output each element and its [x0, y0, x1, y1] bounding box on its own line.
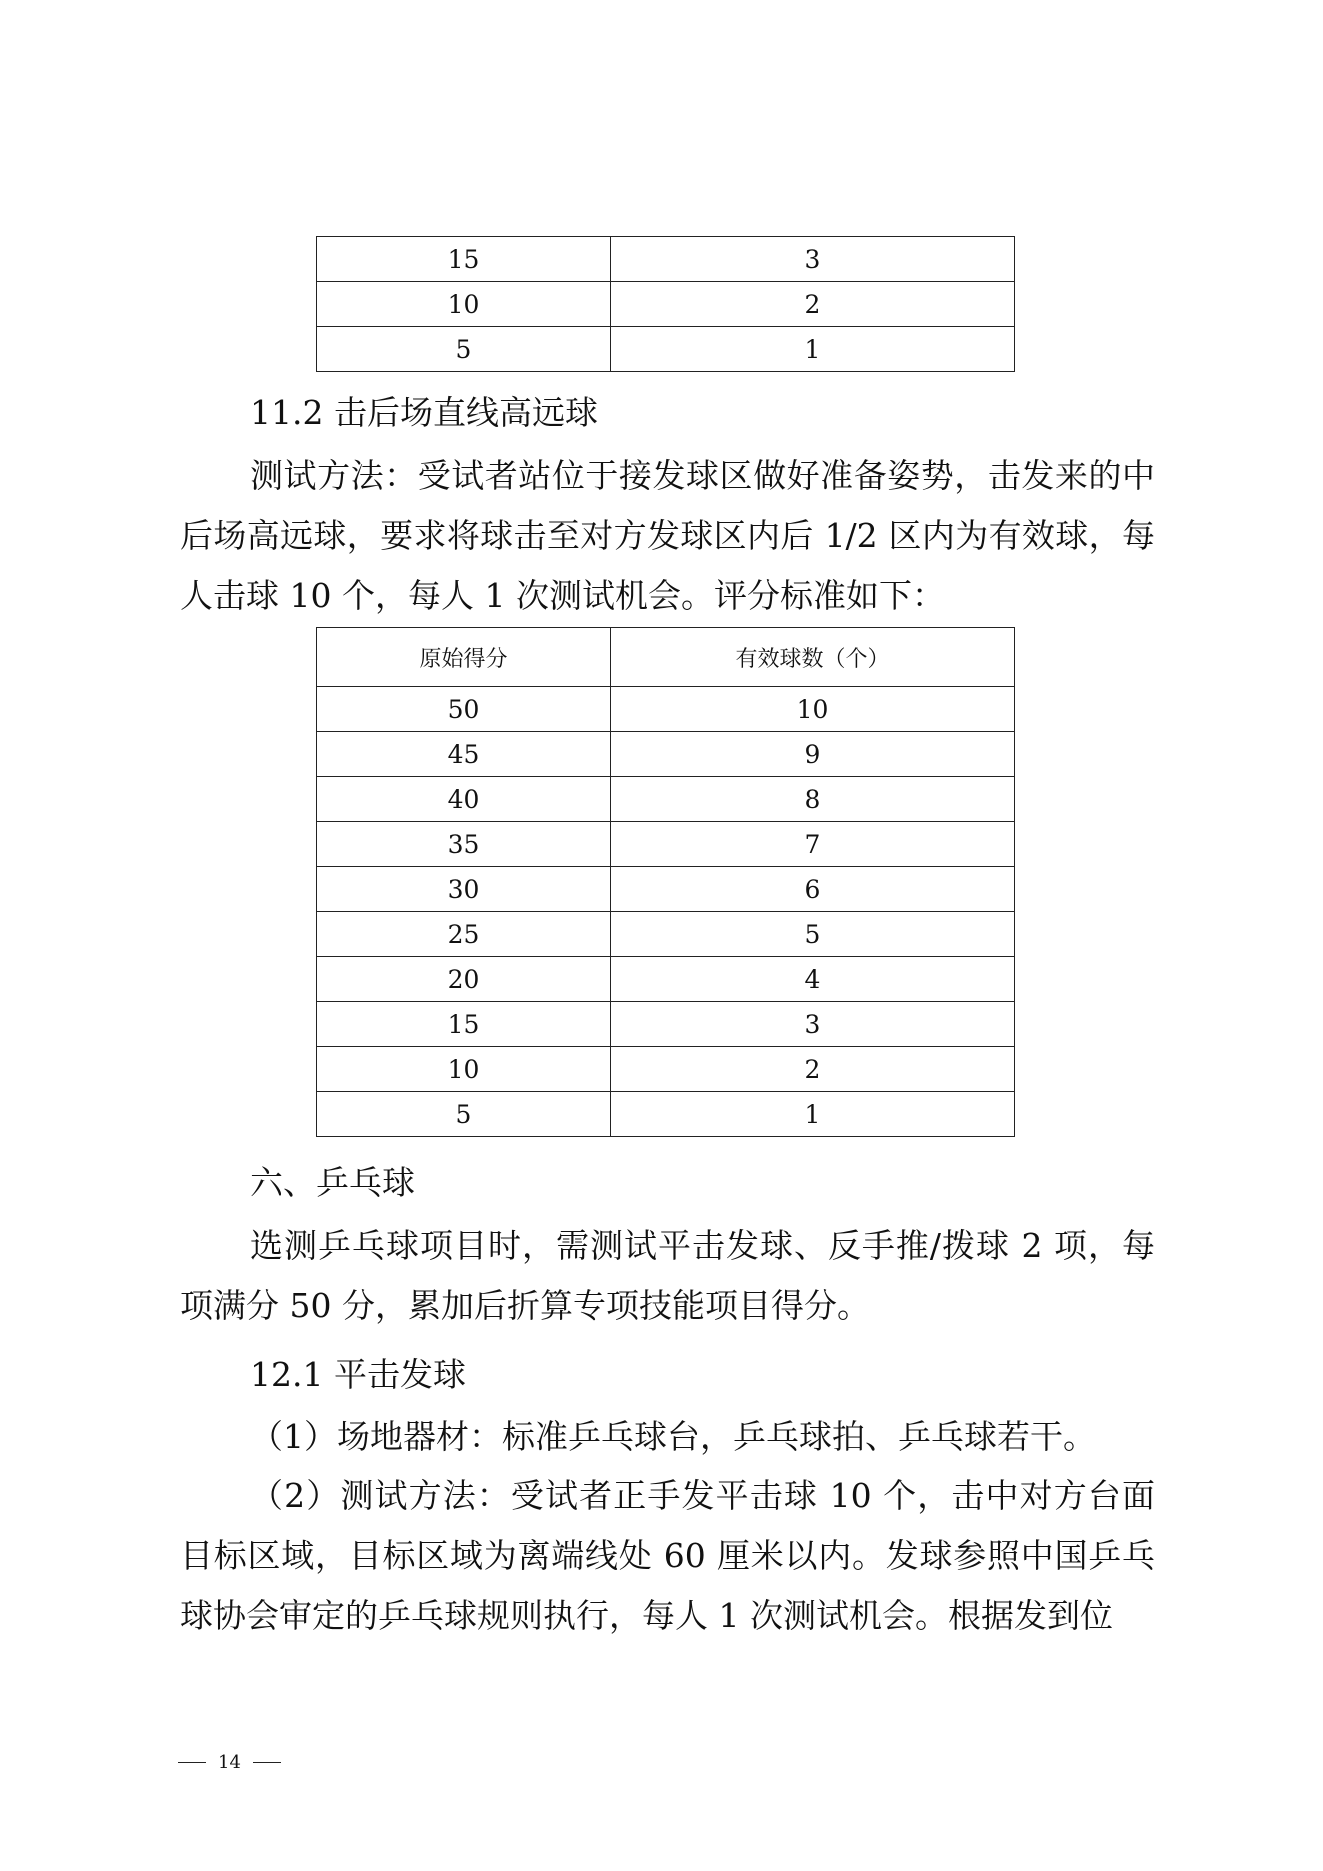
table-cell: 1	[611, 1092, 1015, 1137]
table-row	[317, 237, 1015, 282]
paragraph-text: 测试方法：受试者站位于接发球区做好准备姿势，击发来的中后场高远球，要求将球击至对方发球区内后 1/2 区内为有效球，每人击球 10 个，每人 1 次测试机会。评分标准如下：	[180, 456, 1155, 615]
table-cell: 30	[317, 867, 611, 912]
table-cell: 40	[317, 777, 611, 822]
column-header: 有效球数（个）	[611, 628, 1015, 687]
table-cell: 3	[611, 237, 1015, 282]
section-paragraph-11-2	[180, 446, 1155, 626]
table-row	[317, 282, 1015, 327]
table-cell: 10	[317, 1047, 611, 1092]
table-row	[317, 912, 1015, 957]
list-item-2	[180, 1466, 1155, 1646]
score-table	[316, 627, 1015, 1137]
table-row	[317, 867, 1015, 912]
table-row	[317, 957, 1015, 1002]
table-cell: 9	[611, 732, 1015, 777]
section-heading-11-2: 11.2 击后场直线高远球	[250, 393, 598, 432]
page-footer	[178, 1752, 281, 1773]
table-row	[317, 327, 1015, 372]
table-cell: 7	[611, 822, 1015, 867]
table-cell: 15	[317, 1002, 611, 1047]
table-cell: 35	[317, 822, 611, 867]
table-cell: 5	[611, 912, 1015, 957]
table-cell: 2	[611, 1047, 1015, 1092]
table-cell: 8	[611, 777, 1015, 822]
section-paragraph-6	[180, 1216, 1155, 1336]
table-cell: 1	[611, 327, 1015, 372]
table-row	[317, 777, 1015, 822]
score-table-continued	[316, 236, 1015, 372]
paragraph-text: （2）测试方法：受试者正手发平击球 10 个，击中对方台面目标区域，目标区域为离端线处 60 厘米以内。发球参照中国乒乓球协会审定的乒乓球规则执行，每人 1 次测试机会。根据发到位	[180, 1476, 1155, 1635]
table-row	[317, 1092, 1015, 1137]
table-row	[317, 732, 1015, 777]
table-cell: 15	[317, 237, 611, 282]
footer-dash-right	[253, 1762, 281, 1763]
footer-dash-left	[178, 1762, 206, 1763]
paragraph-text: 选测乒乓球项目时，需测试平击发球、反手推/拨球 2 项，每项满分 50 分，累加后折算专项技能项目得分。	[180, 1226, 1155, 1325]
table-cell: 10	[317, 282, 611, 327]
table-cell: 4	[611, 957, 1015, 1002]
table-cell: 5	[317, 327, 611, 372]
table-row	[317, 687, 1015, 732]
page-number: 14	[218, 1752, 241, 1773]
table-cell: 45	[317, 732, 611, 777]
table-cell: 2	[611, 282, 1015, 327]
table-header-row	[317, 628, 1015, 687]
table-cell: 10	[611, 687, 1015, 732]
table-cell: 50	[317, 687, 611, 732]
section-heading-12-1: 12.1 平击发球	[250, 1355, 466, 1394]
list-item-1: （1）场地器材：标准乒乓球台，乒乓球拍、乒乓球若干。	[250, 1417, 1096, 1456]
table-row	[317, 822, 1015, 867]
table-cell: 3	[611, 1002, 1015, 1047]
table-row	[317, 1047, 1015, 1092]
table-cell: 6	[611, 867, 1015, 912]
table-cell: 5	[317, 1092, 611, 1137]
table-cell: 25	[317, 912, 611, 957]
table-cell: 20	[317, 957, 611, 1002]
table-row	[317, 1002, 1015, 1047]
column-header: 原始得分	[317, 628, 611, 687]
section-heading-6: 六、乒乓球	[250, 1163, 415, 1202]
